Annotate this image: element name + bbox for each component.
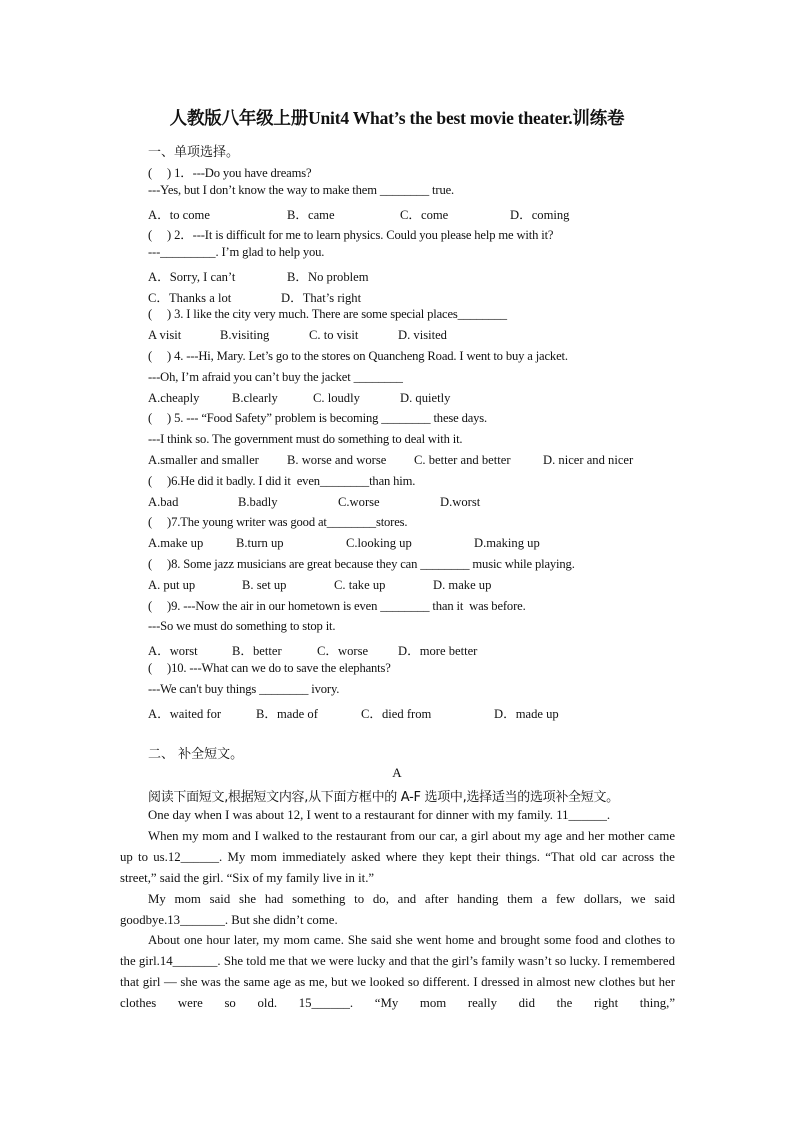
question-5-stem: ( ) 5. --- “Food Safety” problem is becoming ________ these days. bbox=[148, 411, 488, 425]
question-3-option-b: B.visiting bbox=[220, 328, 270, 342]
question-7-stem: ( )7.The young writer was good at________stores. bbox=[148, 515, 408, 529]
question-1-option-b: B．came bbox=[287, 208, 335, 222]
question-1-option-d: D．coming bbox=[510, 208, 570, 222]
question-10-option-c: C．died from bbox=[361, 707, 432, 721]
question-9-option-b: B．better bbox=[232, 644, 282, 658]
question-10-line2: ---We can't buy things ________ ivory. bbox=[148, 682, 340, 696]
question-6-option-b: B.badly bbox=[238, 495, 278, 509]
question-9-option-d: D．more better bbox=[398, 644, 478, 658]
question-5-option-a: A.smaller and smaller bbox=[148, 453, 259, 467]
question-3-option-a: A visit bbox=[148, 328, 182, 342]
question-7-option-d: D.making up bbox=[474, 536, 540, 550]
passage-body bbox=[120, 805, 675, 1014]
section-heading-multiple-choice: 一、单项选择。 bbox=[148, 145, 240, 160]
page-title: 人教版八年级上册Unit4 What’s the best movie theater.训练卷 bbox=[169, 108, 625, 128]
question-3-option-d: D. visited bbox=[398, 328, 447, 342]
question-2-option-b: B．No problem bbox=[287, 270, 369, 284]
question-8-option-a: A. put up bbox=[148, 578, 196, 592]
question-5-line2: ---I think so. The government must do something to deal with it. bbox=[148, 432, 463, 446]
question-8-option-b: B. set up bbox=[242, 578, 287, 592]
question-10-stem: ( )10. ---What can we do to save the elephants? bbox=[148, 661, 391, 675]
passage-paragraph-2: When my mom and I walked to the restaurant from our car, a girl about my age and her mother came up to us.12______. My mom immediately asked where they kept their things. “That old car across the street,” said the girl. “Six of my family live in it.” bbox=[120, 828, 675, 885]
question-10-option-a: A．waited for bbox=[148, 707, 222, 721]
question-2-stem: ( ) 2．---It is difficult for me to learn physics. Could you please help me with it? bbox=[148, 228, 554, 242]
question-1-option-c: C．come bbox=[400, 208, 449, 222]
question-9-option-c: C．worse bbox=[317, 644, 369, 658]
question-9-line2: ---So we must do something to stop it. bbox=[148, 619, 336, 633]
question-8-stem: ( )8. Some jazz musicians are great because they can ________ music while playing. bbox=[148, 557, 575, 571]
question-6-option-c: C.worse bbox=[338, 495, 380, 509]
question-6-stem: ( )6.He did it badly. I did it even________than him. bbox=[148, 474, 416, 488]
question-7-option-a: A.make up bbox=[148, 536, 204, 550]
question-3-option-c: C. to visit bbox=[309, 328, 359, 342]
passage-label: A bbox=[392, 765, 402, 780]
question-8-option-d: D. make up bbox=[433, 578, 492, 592]
question-4-option-c: C. loudly bbox=[313, 391, 360, 405]
instruction: 阅读下面短文,根据短文内容,从下面方框中的 A-F 选项中,选择适当的选项补全短文。 bbox=[148, 790, 619, 805]
section-heading-cloze: 二、 补全短文。 bbox=[148, 747, 244, 762]
question-2-option-c: C．Thanks a lot bbox=[148, 291, 232, 305]
question-10-option-b: B．made of bbox=[256, 707, 318, 721]
question-9-option-a: A．worst bbox=[148, 644, 198, 658]
question-1-line2: ---Yes, but I don’t know the way to make them ________ true. bbox=[148, 183, 455, 197]
question-2-option-a: A．Sorry, I can’t bbox=[148, 270, 236, 284]
question-7-option-c: C.looking up bbox=[346, 536, 412, 550]
question-9-stem: ( )9. ---Now the air in our hometown is even ________ than it was before. bbox=[148, 599, 526, 613]
question-5-option-d: D. nicer and nicer bbox=[543, 453, 634, 467]
passage-paragraph-1: One day when I was about 12, I went to a restaurant for dinner with my family. 11______. bbox=[148, 808, 611, 822]
question-4-stem: ( ) 4. ---Hi, Mary. Let’s go to the stores on Quancheng Road. I went to buy a jacket. bbox=[148, 349, 568, 363]
question-1-option-a: A．to come bbox=[148, 208, 210, 222]
question-3-stem: ( ) 3. I like the city very much. There are some special places________ bbox=[148, 307, 507, 321]
question-6-option-d: D.worst bbox=[440, 495, 481, 509]
question-10-option-d: D．made up bbox=[494, 707, 559, 721]
passage-paragraph-3: My mom said she had something to do, and after handing them a few dollars, we said goodbye.13_______. But she didn’t come. bbox=[120, 891, 675, 927]
question-4-option-d: D. quietly bbox=[400, 391, 451, 405]
question-4-option-b: B.clearly bbox=[232, 391, 278, 405]
question-4-option-a: A.cheaply bbox=[148, 391, 200, 405]
question-1-stem: ( ) 1．---Do you have dreams? bbox=[148, 166, 312, 180]
question-7-option-b: B.turn up bbox=[236, 536, 284, 550]
question-2-option-d: D．That’s right bbox=[281, 291, 362, 305]
question-6-option-a: A.bad bbox=[148, 495, 179, 509]
question-2-line2: ---_________. I’m glad to help you. bbox=[148, 245, 325, 259]
passage-paragraph-4: About one hour later, my mom came. She said she went home and brought some food and clothes to the girl.14_______. She told me that we were lucky and that the girl’s family wasn’t so lucky. I remembered that girl — she was the same age as me, but we looked so different. I dressed in almost new clothes but her clothes were so old. 15______. “My mom really did the right thing,” bbox=[120, 933, 675, 1011]
question-5-option-c: C. better and better bbox=[414, 453, 511, 467]
question-5-option-b: B. worse and worse bbox=[287, 453, 387, 467]
question-4-line2: ---Oh, I’m afraid you can’t buy the jacket ________ bbox=[148, 370, 403, 384]
question-8-option-c: C. take up bbox=[334, 578, 386, 592]
